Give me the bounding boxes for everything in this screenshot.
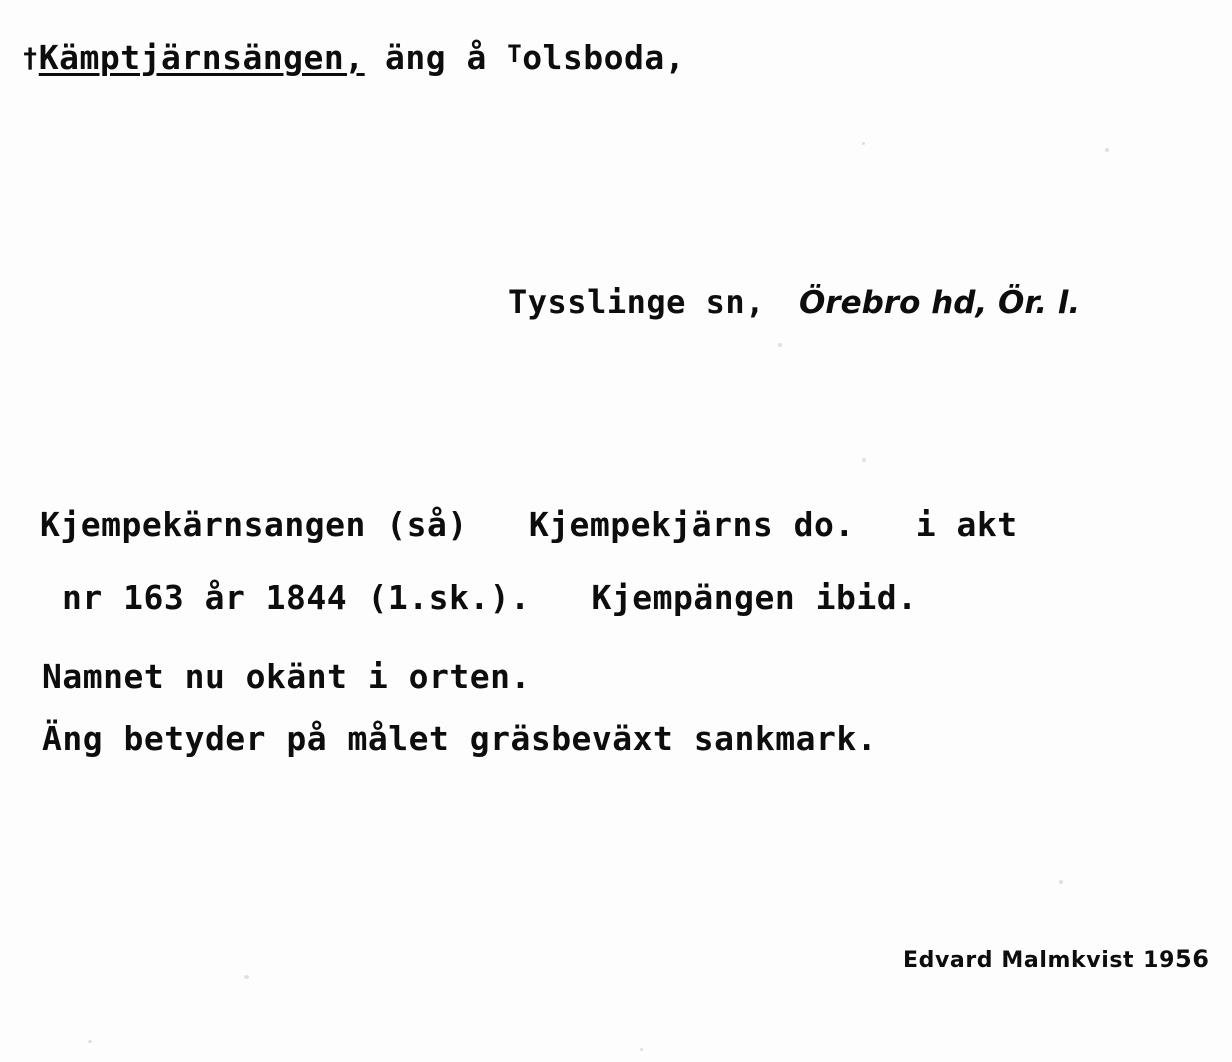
scan-speckle	[778, 343, 782, 347]
scan-speckle	[640, 1048, 643, 1051]
scan-speckle	[88, 1040, 92, 1043]
body-line: Äng betyder på målet gräsbeväxt sankmark.	[42, 719, 878, 758]
dagger-icon: †	[22, 43, 39, 74]
body-line: Kjempekärnsangen (så) Kjempekjärns do. i akt	[40, 505, 1018, 544]
signature	[903, 945, 1210, 973]
body-line: Namnet nu okänt i orten.	[42, 657, 531, 696]
location-line	[508, 283, 1080, 321]
headword-superscript: T	[507, 40, 523, 68]
body-line: nr 163 år 1844 (1.sk.). Kjempängen ibid.	[62, 578, 918, 617]
signature-year-suffix: 56	[1174, 945, 1210, 973]
district-name: Örebro hd, Ör. l.	[798, 285, 1081, 321]
card-headword-line	[22, 38, 685, 77]
scan-speckle	[862, 458, 866, 462]
signature-year-prefix: 19	[1143, 948, 1175, 973]
headword: Kämptjärnsängen,	[38, 38, 365, 77]
scan-speckle	[1059, 880, 1063, 884]
headword-gloss: äng å	[364, 38, 508, 77]
scan-speckle	[244, 975, 249, 979]
parish-name: Tysslinge sn,	[508, 283, 765, 321]
headword-gloss-cont: olsboda,	[522, 38, 686, 77]
scan-speckle	[862, 142, 865, 145]
signature-name: Edvard Malmkvist	[903, 948, 1135, 973]
scan-speckle	[1105, 148, 1109, 152]
